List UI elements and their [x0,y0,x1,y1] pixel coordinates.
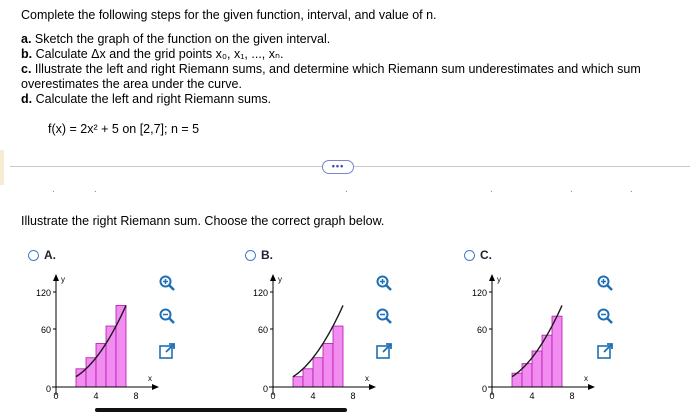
more-button[interactable]: ••• [322,160,354,174]
riemann-rectangle [303,369,313,387]
x-tick-label: 4 [93,391,99,401]
y-axis-arrow [270,274,276,281]
external-link-icon[interactable] [596,342,614,360]
x-tick-label: 0 [489,391,495,401]
divider-dot: . [490,184,493,195]
riemann-graph-c [472,272,597,402]
riemann-rectangle [333,326,343,387]
intro-text: Complete the following steps for the given function, interval, and value of n. [21,8,437,22]
zoom-in-icon[interactable] [158,274,176,292]
riemann-bars [76,305,126,387]
horizontal-scrollbar[interactable] [95,408,347,412]
riemann-rectangle [76,369,86,387]
x-axis-label: x [148,374,152,383]
question-text: Illustrate the right Riemann sum. Choose the correct graph below. [21,214,385,228]
riemann-graph-a [36,272,161,402]
external-link-icon[interactable] [158,342,176,360]
y-tick-label: 0 [45,384,51,394]
left-accent-bar [0,150,4,185]
step-text: Calculate Δx and the grid points x₀, x₁, ..., xₙ. [35,47,284,61]
step-letter: d. [21,92,33,106]
riemann-graph-b [253,272,378,402]
y-axis-label: y [278,275,282,284]
riemann-bars [293,326,343,387]
x-axis-arrow [588,384,595,390]
divider-dot: . [570,184,573,195]
option-label: B. [261,248,273,262]
radio-button[interactable] [464,250,475,261]
y-tick-label: 60 [40,325,51,335]
x-tick-label: 8 [569,391,575,401]
zoom-out-icon[interactable] [158,307,176,325]
radio-button[interactable] [245,250,256,261]
option-label: C. [480,248,492,262]
y-tick-label: 120 [36,288,51,298]
x-axis-arrow [152,384,159,390]
y-tick-label: 120 [253,288,268,298]
divider-dot: . [345,184,348,195]
riemann-rectangle [323,343,333,387]
zoom-in-icon[interactable] [596,274,614,292]
step-letter: b. [21,47,33,61]
y-axis-arrow [53,274,59,281]
zoom-in-icon[interactable] [375,274,393,292]
step-text: Illustrate the left and right Riemann sums, and determine which Riemann sum underestimates and which sum overestimates the area under the curve. [21,62,641,91]
x-axis-label: x [584,374,588,383]
y-tick-label: 0 [481,384,487,394]
y-axis-label: y [497,275,501,284]
divider-dot: . [52,184,55,195]
y-tick-label: 0 [262,384,268,394]
step-letter: c. [21,62,32,76]
x-axis-label: x [365,374,369,383]
x-tick-label: 8 [133,391,139,401]
riemann-rectangle [313,358,323,387]
function-formula: f(x) = 2x² + 5 on [2,7]; n = 5 [48,122,200,136]
y-axis-arrow [489,274,495,281]
instructions [21,8,681,107]
option-label: A. [44,248,56,262]
step-c [21,62,681,92]
external-link-icon[interactable] [375,342,393,360]
y-tick-label: 120 [472,288,487,298]
x-tick-label: 0 [270,391,276,401]
y-tick-label: 60 [257,325,268,335]
zoom-out-icon[interactable] [375,307,393,325]
divider-dot: . [94,184,97,195]
x-axis-arrow [369,384,376,390]
radio-button[interactable] [28,250,39,261]
step-text: Sketch the graph of the function on the given interval. [34,32,331,46]
riemann-rectangle [552,316,562,387]
riemann-rectangle [293,377,303,387]
x-tick-label: 0 [53,391,59,401]
x-tick-label: 4 [310,391,316,401]
step-d [21,92,681,107]
step-text: Calculate the left and right Riemann sums. [35,92,272,106]
step-letter: a. [21,32,32,46]
riemann-rectangle [86,358,96,387]
riemann-rectangle [542,335,552,387]
divider-dot: . [630,184,633,195]
step-b [21,47,681,62]
x-tick-label: 8 [350,391,356,401]
y-axis-label: y [61,275,65,284]
y-tick-label: 60 [476,325,487,335]
step-a [21,32,681,47]
x-tick-label: 4 [529,391,535,401]
zoom-out-icon[interactable] [596,307,614,325]
